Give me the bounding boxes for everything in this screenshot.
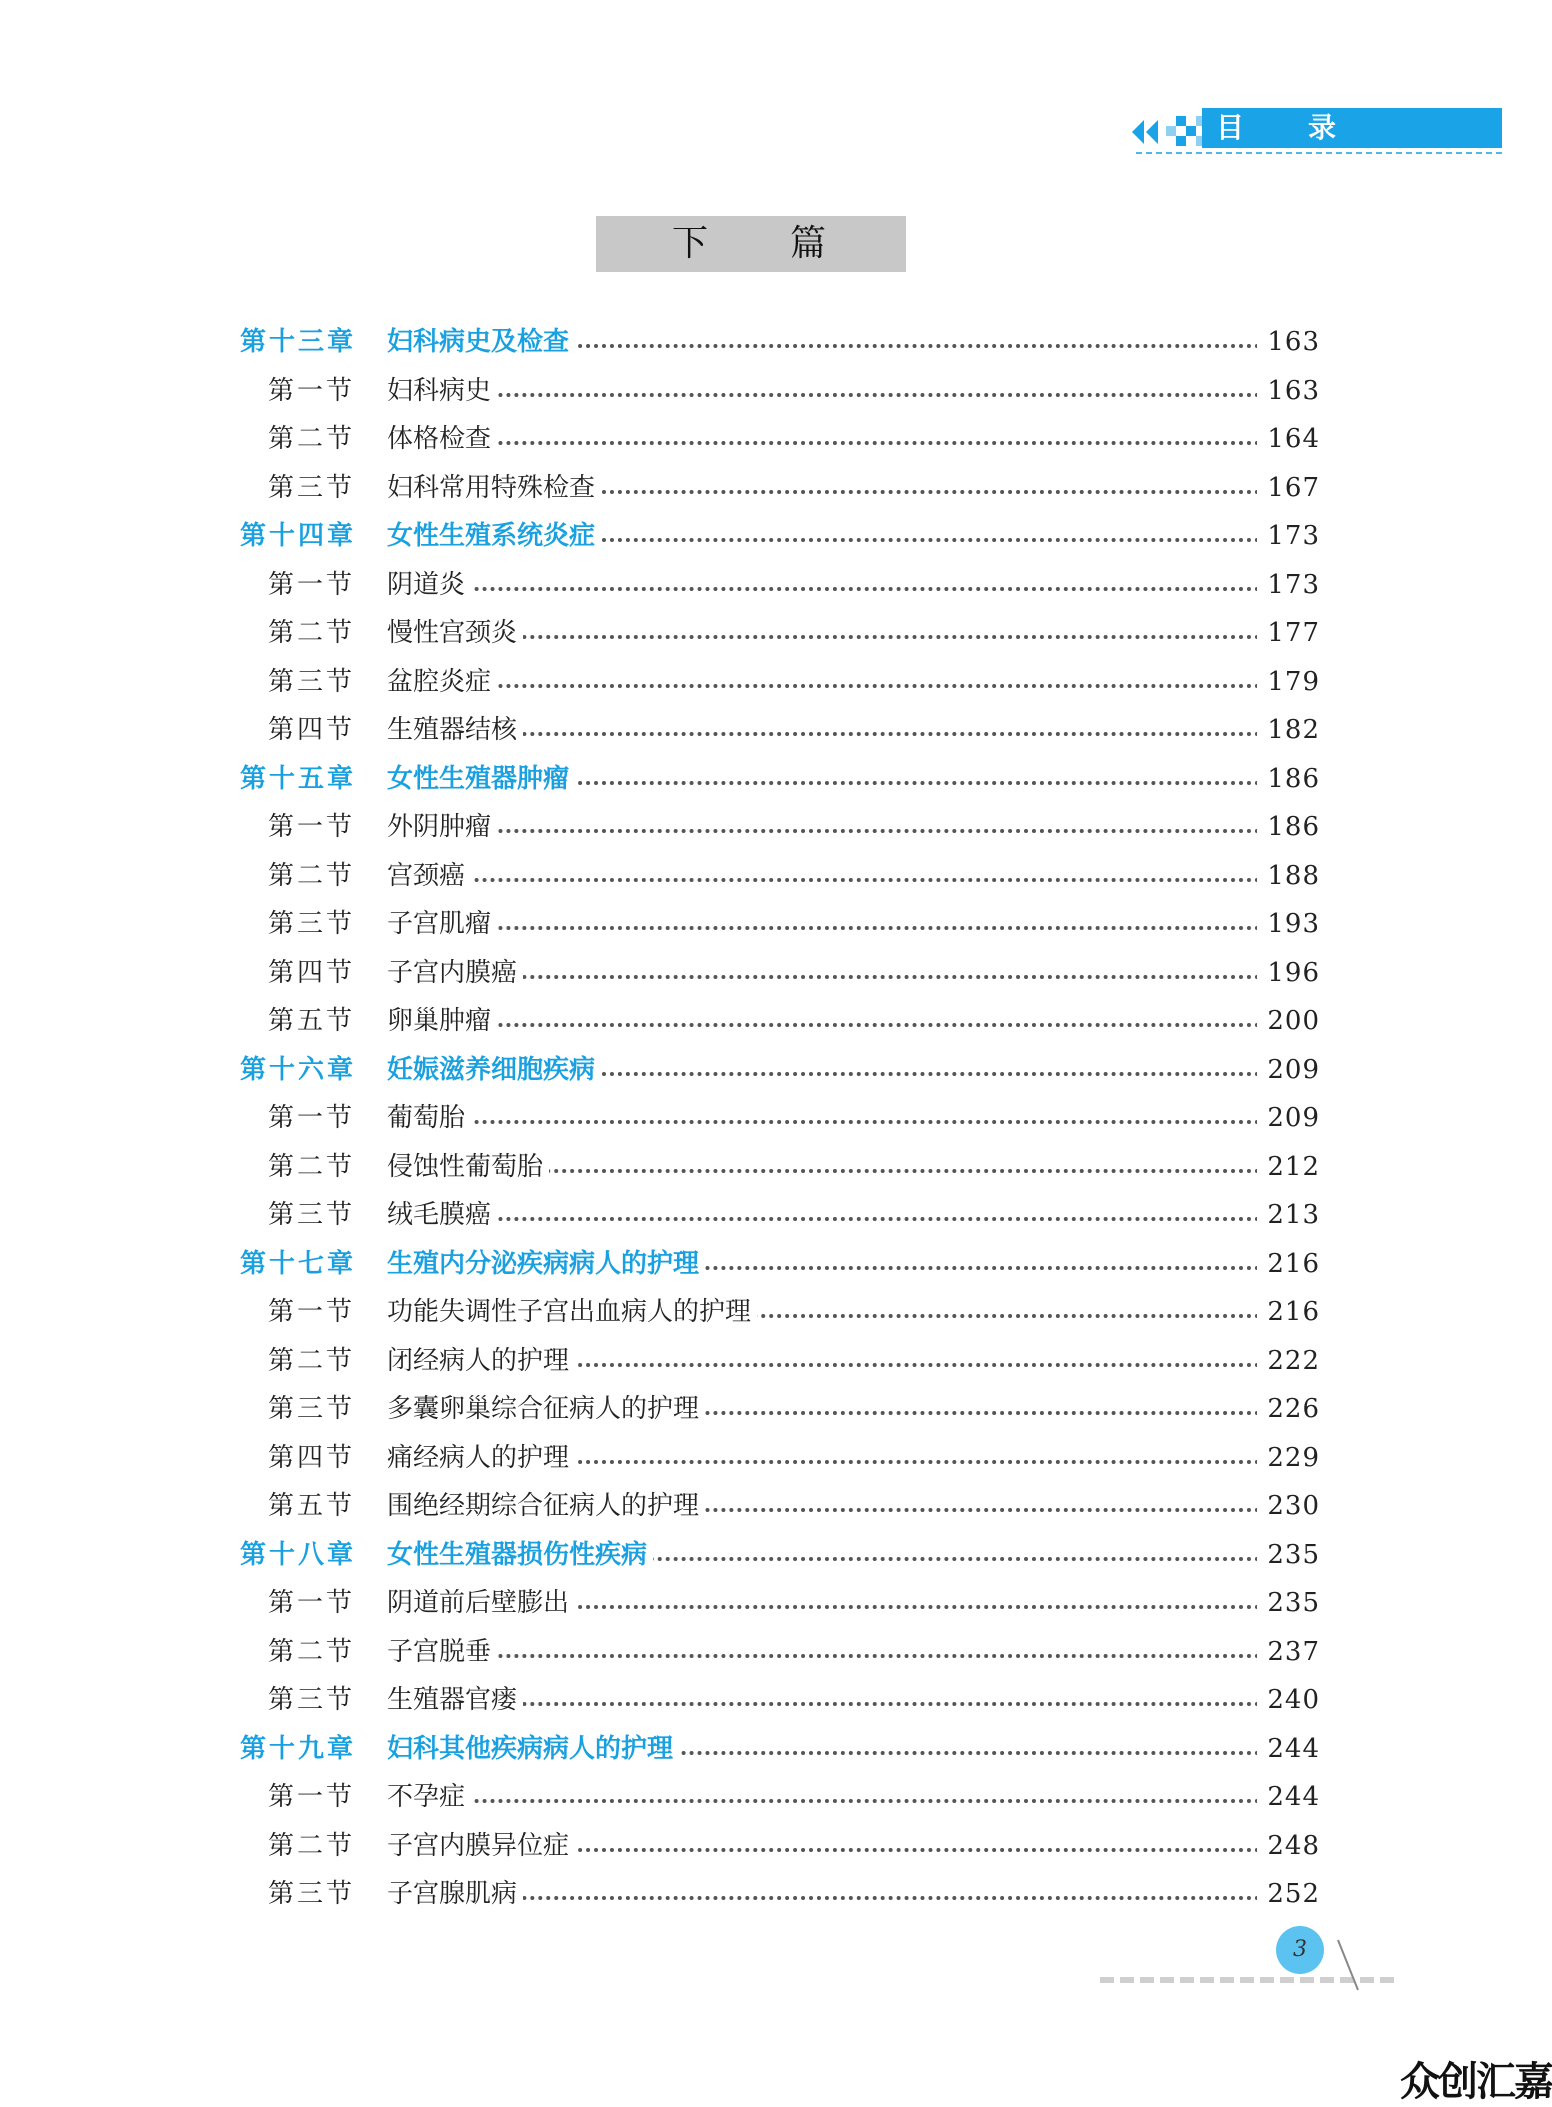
toc-entry-label: 第一节 (268, 812, 356, 842)
toc-section-row[interactable] (0, 1632, 1504, 1672)
toc-entry-page: 186 (1257, 759, 1320, 799)
toc-entry-page: 163 (1257, 371, 1320, 411)
toc-entry-label: 第五节 (268, 1006, 356, 1036)
toc-entry-page: 248 (1257, 1826, 1320, 1866)
toc-entry-page: 235 (1257, 1535, 1320, 1575)
toc-entry-page: 237 (1257, 1632, 1320, 1672)
toc-entry-page: 229 (1257, 1438, 1320, 1478)
toc-entry-title: 侵蚀性葡萄胎 (387, 1147, 549, 1187)
toc-chapter-row[interactable] (0, 1729, 1504, 1769)
toc-entry-title: 生殖器结核 (387, 710, 523, 750)
toc-entry-page: 240 (1257, 1680, 1320, 1720)
toc-entry-page: 173 (1257, 565, 1320, 605)
toc-entry-label: 第三节 (268, 909, 356, 939)
toc-entry-page: 209 (1257, 1098, 1320, 1138)
toc-entry-page: 173 (1257, 516, 1320, 556)
toc-entry-label: 第二节 (268, 618, 356, 648)
toc-entry-label: 第一节 (268, 1103, 356, 1133)
toc-entry-page: 230 (1257, 1486, 1320, 1526)
toc-entry-title: 痛经病人的护理 (387, 1438, 575, 1478)
toc-section-row[interactable] (0, 1438, 1504, 1478)
toc-section-row[interactable] (0, 1292, 1504, 1332)
toc-entry-page: 167 (1257, 468, 1320, 508)
toc-entry-title: 妇科病史及检查 (387, 322, 575, 362)
toc-entry-title: 盆腔炎症 (387, 662, 497, 702)
toc-section-row[interactable] (0, 371, 1504, 411)
toc-entry-label: 第十九章 (240, 1734, 357, 1764)
toc-entry-title: 宫颈癌 (387, 856, 471, 896)
toc-entry-page: 200 (1257, 1001, 1320, 1041)
toc-section-row[interactable] (0, 904, 1504, 944)
toc-chapter-row[interactable] (0, 1050, 1504, 1090)
toc-entry-title: 阴道前后壁膨出 (387, 1583, 575, 1623)
section-header-banner (1130, 108, 1502, 156)
toc-dot-leader (387, 1217, 1260, 1221)
toc-entry-label: 第三节 (268, 1685, 356, 1715)
toc-entry-title: 子宫内膜癌 (387, 953, 523, 993)
toc-entry-title: 子宫内膜异位症 (387, 1826, 575, 1866)
toc-entry-label: 第十五章 (240, 764, 357, 794)
toc-entry-title: 不孕症 (387, 1777, 471, 1817)
header-title (1202, 108, 1502, 148)
toc-entry-page: 222 (1257, 1341, 1320, 1381)
toc-entry-label: 第三节 (268, 1879, 356, 1909)
toc-section-row[interactable] (0, 1486, 1504, 1526)
double-chevron-left-icon (1130, 118, 1160, 146)
toc-entry-title: 子宫脱垂 (387, 1632, 497, 1672)
toc-entry-label: 第二节 (268, 861, 356, 891)
toc-dot-leader (387, 1799, 1260, 1803)
toc-dot-leader (387, 684, 1260, 688)
toc-entry-page: 216 (1257, 1244, 1320, 1284)
toc-entry-page: 186 (1257, 807, 1320, 847)
toc-dot-leader (387, 1120, 1260, 1124)
part-title-char-1: 下 (672, 223, 709, 264)
toc-entry-title: 子宫腺肌病 (387, 1874, 523, 1914)
toc-entry-label: 第三节 (268, 1394, 356, 1424)
toc-entry-page: 212 (1257, 1147, 1320, 1187)
toc-section-row[interactable] (0, 710, 1504, 750)
toc-entry-label: 第五节 (268, 1491, 356, 1521)
toc-entry-page: 179 (1257, 662, 1320, 702)
toc-chapter-row[interactable] (0, 759, 1504, 799)
toc-entry-title: 女性生殖器损伤性疾病 (387, 1535, 653, 1575)
toc-entry-label: 第十六章 (240, 1055, 357, 1085)
toc-section-row[interactable] (0, 565, 1504, 605)
toc-entry-title: 外阴肿瘤 (387, 807, 497, 847)
toc-entry-label: 第十七章 (240, 1249, 357, 1279)
toc-section-row[interactable] (0, 1341, 1504, 1381)
toc-entry-label: 第一节 (268, 376, 356, 406)
toc-dot-leader (387, 878, 1260, 882)
toc-entry-title: 慢性宫颈炎 (387, 613, 523, 653)
toc-entry-label: 第二节 (268, 1831, 356, 1861)
toc-dot-leader (387, 441, 1260, 445)
toc-entry-label: 第十三章 (240, 327, 357, 357)
toc-entry-title: 妇科其他疾病病人的护理 (387, 1729, 679, 1769)
toc-entry-label: 第二节 (268, 424, 356, 454)
toc-entry-label: 第一节 (268, 1297, 356, 1327)
toc-chapter-row[interactable] (0, 1244, 1504, 1284)
toc-section-row[interactable] (0, 419, 1504, 459)
toc-entry-title: 体格检查 (387, 419, 497, 459)
toc-entry-title: 女性生殖系统炎症 (387, 516, 601, 556)
toc-entry-label: 第四节 (268, 715, 356, 745)
header-title-char-1: 目 (1216, 111, 1245, 144)
toc-section-row[interactable] (0, 662, 1504, 702)
toc-entry-label: 第一节 (268, 570, 356, 600)
toc-section-row[interactable] (0, 1680, 1504, 1720)
toc-section-row[interactable] (0, 807, 1504, 847)
toc-entry-title: 生殖内分泌疾病病人的护理 (387, 1244, 705, 1284)
toc-entry-label: 第二节 (268, 1346, 356, 1376)
toc-entry-page: 213 (1257, 1195, 1320, 1235)
toc-entry-label: 第一节 (268, 1782, 356, 1812)
toc-entry-title: 葡萄胎 (387, 1098, 471, 1138)
watermark: 众创汇嘉 (1400, 2059, 1552, 2105)
toc-entry-label: 第三节 (268, 473, 356, 503)
toc-section-row[interactable] (0, 1874, 1504, 1914)
toc-entry-page: 235 (1257, 1583, 1320, 1623)
toc-entry-label: 第三节 (268, 667, 356, 697)
toc-dot-leader (387, 926, 1260, 930)
footer-decoration (1100, 1970, 1400, 1990)
toc-entry-page: 177 (1257, 613, 1320, 653)
toc-entry-label: 第二节 (268, 1152, 356, 1182)
toc-chapter-row[interactable] (0, 516, 1504, 556)
toc-entry-label: 第一节 (268, 1588, 356, 1618)
toc-entry-page: 182 (1257, 710, 1320, 750)
toc-entry-title: 妇科病史 (387, 371, 497, 411)
toc-entry-page: 196 (1257, 953, 1320, 993)
toc-dot-leader (387, 1654, 1260, 1658)
toc-section-row[interactable] (0, 1777, 1504, 1817)
toc-section-row[interactable] (0, 468, 1504, 508)
part-title (596, 216, 906, 272)
toc-entry-title: 妊娠滋养细胞疾病 (387, 1050, 601, 1090)
toc-entry-title: 妇科常用特殊检查 (387, 468, 601, 508)
toc-entry-label: 第四节 (268, 1443, 356, 1473)
toc-entry-label: 第十四章 (240, 521, 357, 551)
toc-entry-page: 252 (1257, 1874, 1320, 1914)
header-title-char-2: 录 (1308, 111, 1337, 144)
toc-entry-label: 第四节 (268, 958, 356, 988)
toc-dot-leader (387, 1023, 1260, 1027)
toc-entry-label: 第十八章 (240, 1540, 357, 1570)
toc-section-row[interactable] (0, 1389, 1504, 1429)
toc-entry-label: 第三节 (268, 1200, 356, 1230)
toc-entry-page: 193 (1257, 904, 1320, 944)
toc-section-row[interactable] (0, 1826, 1504, 1866)
toc-dot-leader (387, 587, 1260, 591)
toc-entry-title: 子宫肌瘤 (387, 904, 497, 944)
toc-section-row[interactable] (0, 1195, 1504, 1235)
toc-section-row[interactable] (0, 1098, 1504, 1138)
toc-entry-title: 阴道炎 (387, 565, 471, 605)
toc-entry-page: 188 (1257, 856, 1320, 896)
toc-entry-label: 第二节 (268, 1637, 356, 1667)
toc-chapter-row[interactable] (0, 1535, 1504, 1575)
toc-section-row[interactable] (0, 953, 1504, 993)
toc-entry-title: 功能失调性子宫出血病人的护理 (387, 1292, 757, 1332)
toc-entry-title: 女性生殖器肿瘤 (387, 759, 575, 799)
toc-section-row[interactable] (0, 1583, 1504, 1623)
part-title-char-2: 篇 (790, 223, 827, 264)
toc-entry-page: 209 (1257, 1050, 1320, 1090)
toc-entry-page: 226 (1257, 1389, 1320, 1429)
header-dashed-rule (1136, 152, 1502, 154)
toc-entry-page: 244 (1257, 1729, 1320, 1769)
toc-entry-title: 卵巢肿瘤 (387, 1001, 497, 1041)
toc-entry-title: 绒毛膜癌 (387, 1195, 497, 1235)
toc-entry-title: 生殖器官瘘 (387, 1680, 523, 1720)
toc-dot-leader (387, 393, 1260, 397)
toc-section-row[interactable] (0, 1147, 1504, 1187)
toc-entry-page: 216 (1257, 1292, 1320, 1332)
toc-chapter-row[interactable] (0, 322, 1504, 362)
toc-section-row[interactable] (0, 856, 1504, 896)
toc-entry-page: 163 (1257, 322, 1320, 362)
toc-entry-title: 多囊卵巢综合征病人的护理 (387, 1389, 705, 1429)
toc-dot-leader (387, 829, 1260, 833)
toc-section-row[interactable] (0, 613, 1504, 653)
toc-entry-page: 244 (1257, 1777, 1320, 1817)
page-number-badge: 3 (1276, 1926, 1324, 1974)
toc-section-row[interactable] (0, 1001, 1504, 1041)
toc-entry-title: 围绝经期综合征病人的护理 (387, 1486, 705, 1526)
toc-entry-page: 164 (1257, 419, 1320, 459)
toc-entry-title: 闭经病人的护理 (387, 1341, 575, 1381)
